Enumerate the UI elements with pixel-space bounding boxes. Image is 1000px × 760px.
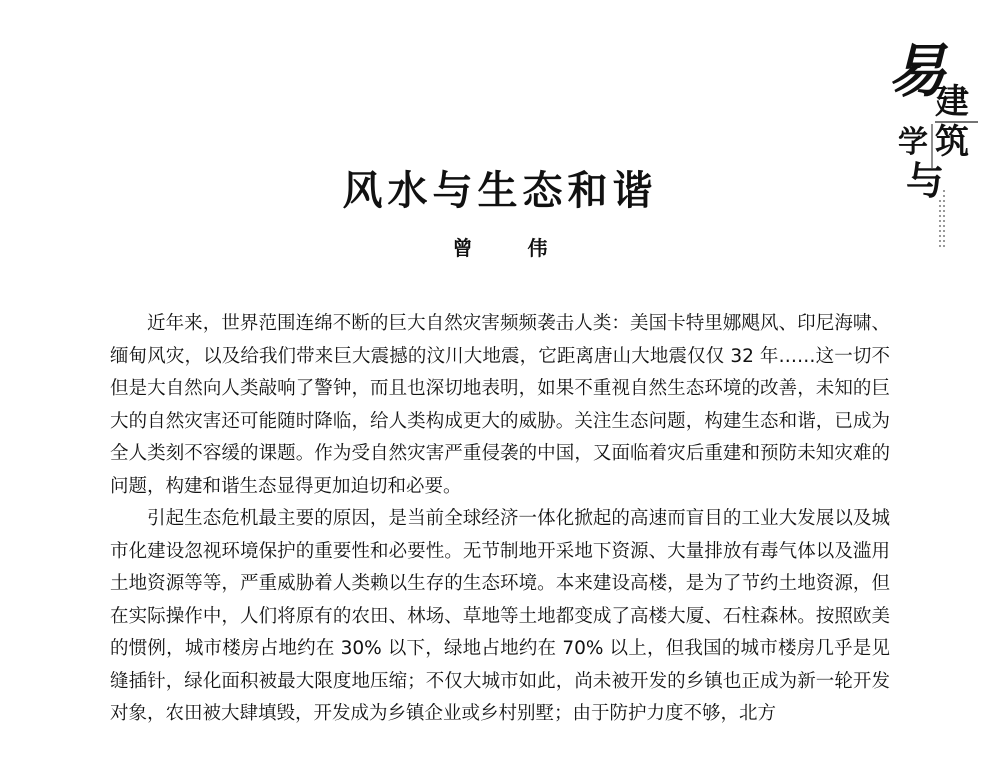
logo-char-xue: 学 xyxy=(898,125,928,160)
logo-char-yu: 与 xyxy=(906,158,945,203)
paragraph: 近年来，世界范围连绵不断的巨大自然灾害频频袭击人类：美国卡特里娜飓风、印尼海啸、缅甸风灾，以及给我们带来巨大震撼的汶川大地震，它距离唐山大地震仅仅 32 年……这一切不但是大自然向人类敲响了警钟，而且也深切地表明，如果不重视自然生态环境的改善，未知的巨大的自然灾害还可能随时降临，给人类构成更大的威胁。关注生态问题，构建生态和谐，已成为全人类刻不容缓的课题。作为受自然灾害严重侵袭的中国，又面临着灾后重建和预防未知灾难的问题，构建和谐生态显得更加迫切和必要。 xyxy=(110,313,890,497)
article-author: 曾 伟 xyxy=(452,236,572,260)
paragraph: 引起生态危机最主要的原因，是当前全球经济一体化掀起的高速而盲目的工业大发展以及城市化建设忽视环境保护的重要性和必要性。无节制地开采地下资源、大量排放有毒气体以及滥用土地资源等等，严重威胁着人类赖以生存的生态环境。本来建设高楼，是为了节约土地资源，但在实际操作中，人们将原有的农田、林场、草地等土地都变成了高楼大厦、石柱森林。按照欧美的惯例，城市楼房占地约在 30% 以下，绿地占地约在 70% 以上，但我国的城市楼房几乎是见缝插针，绿化面积被最大限度地压缩；不仅大城市如此，尚未被开发的乡镇也正成为新一轮开发对象，农田被大肆填毁，开发成为乡镇企业或乡村别墅；由于防护力度不够，北方 xyxy=(110,508,890,724)
logo-char-zhu: 筑 xyxy=(935,122,969,162)
article-body xyxy=(110,308,890,731)
logo-char-yi: 易 xyxy=(888,37,947,105)
article-title: 风水与生态和谐 xyxy=(342,167,658,214)
series-logo xyxy=(880,37,990,250)
logo-char-jian: 建 xyxy=(935,82,969,122)
